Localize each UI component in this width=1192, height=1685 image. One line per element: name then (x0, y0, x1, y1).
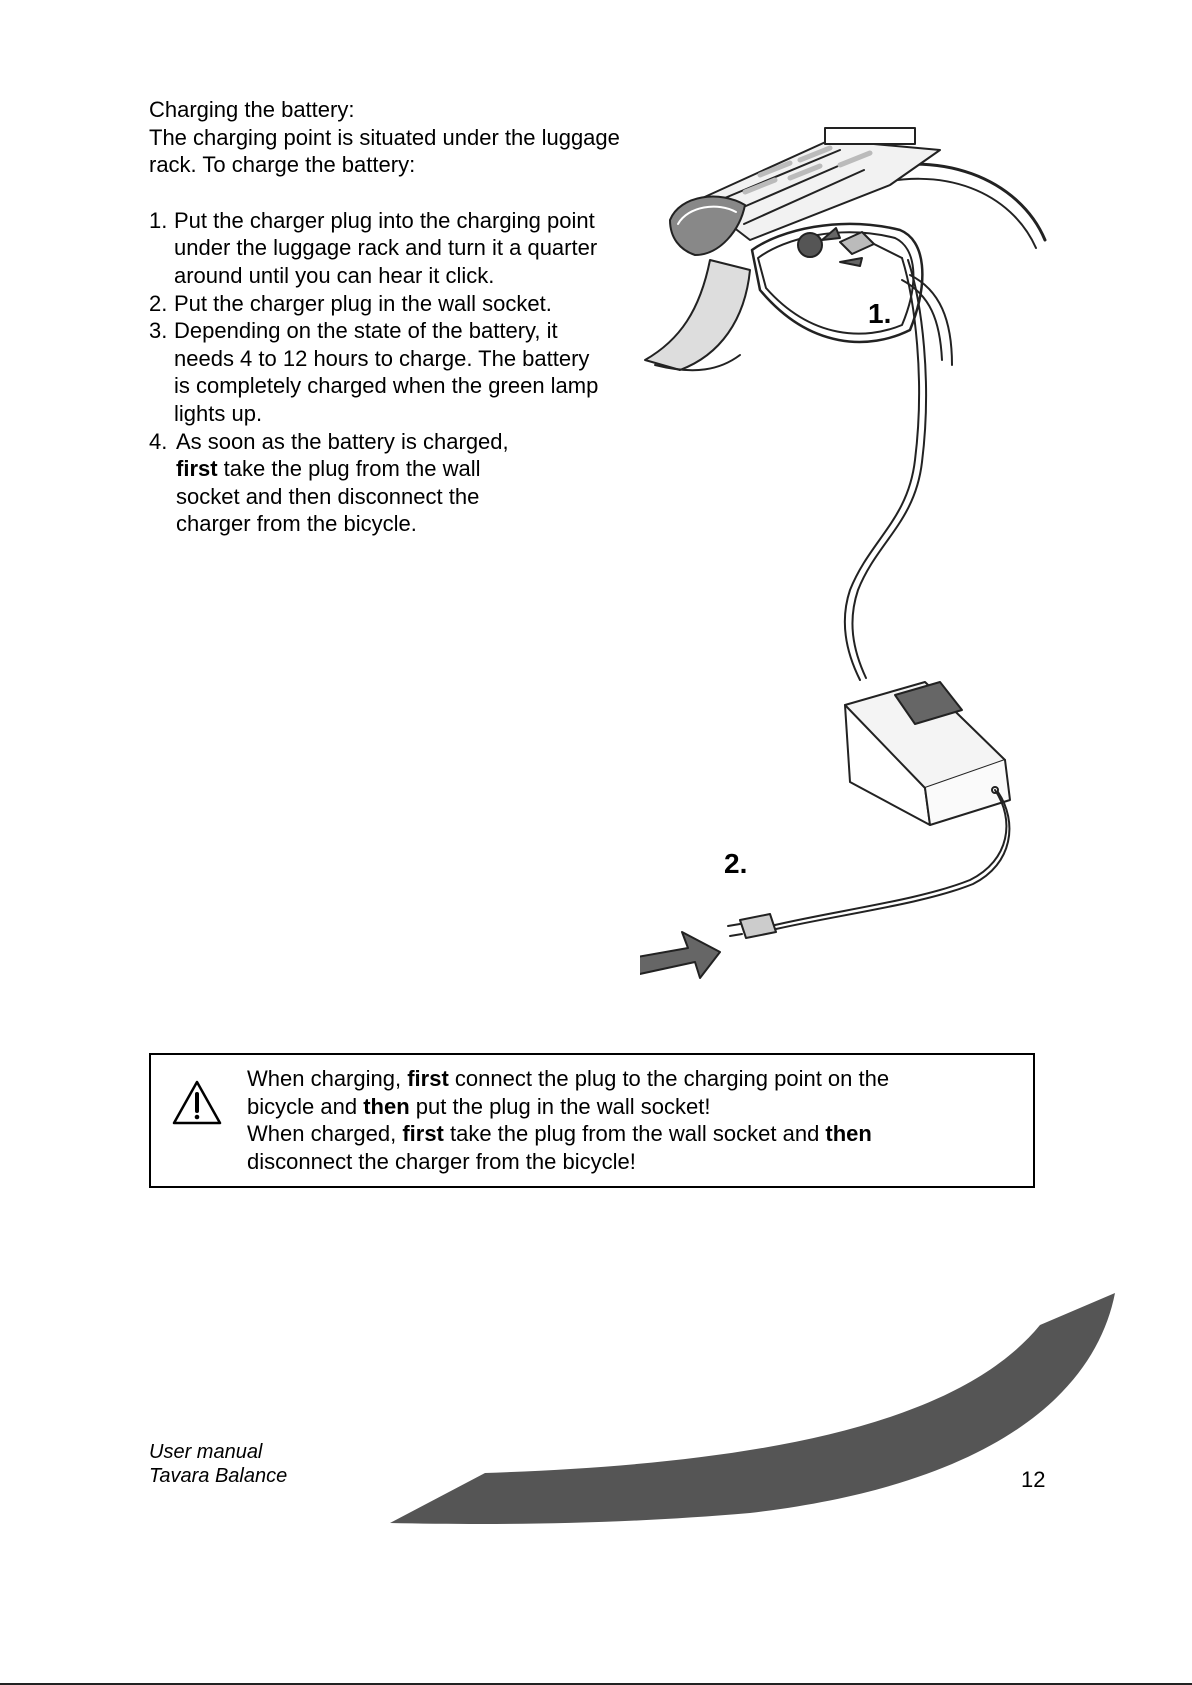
step-text: is completely charged when the green lamp (174, 373, 599, 399)
charging-instructions (149, 96, 689, 538)
intro-line: The charging point is situated under the luggage (149, 124, 620, 150)
footer-manual: User manual (149, 1441, 263, 1463)
step-number: 3. (149, 318, 168, 344)
step-text: charger from the bicycle. (176, 511, 417, 537)
step-text: lights up. (174, 400, 263, 426)
step-text: first take the plug from the wall (176, 456, 481, 482)
step-1 (149, 207, 689, 290)
bicycle-charger-drawing (640, 120, 1060, 1000)
step-text: around until you can hear it click. (174, 262, 495, 288)
intro-line: rack. To charge the battery: (149, 152, 416, 178)
step-number: 1. (149, 207, 168, 233)
footer (149, 1440, 287, 1488)
charging-illustration (640, 120, 1060, 1000)
warning-line: bicycle and then put the plug in the wall socket! (247, 1093, 711, 1119)
step-number: 2. (149, 290, 168, 316)
warning-triangle-icon (171, 1079, 223, 1127)
step-text: socket and then disconnect the (176, 483, 480, 509)
emphasis-first: first (176, 456, 218, 482)
step-4 (149, 428, 689, 538)
step-text: under the luggage rack and turn it a quarter (174, 235, 598, 261)
step-text: needs 4 to 12 hours to charge. The battery (174, 345, 590, 371)
step-number: 4. (149, 428, 168, 454)
section-heading: Charging the battery: (149, 97, 355, 122)
step-text: Depending on the state of the battery, it (174, 318, 558, 344)
step-2 (149, 290, 689, 318)
step-3 (149, 317, 689, 427)
step-text: As soon as the battery is charged, (176, 428, 509, 454)
step-text: Put the charger plug into the charging point (174, 207, 595, 233)
warning-line: When charged, first take the plug from the wall socket and then (247, 1121, 872, 1147)
figure-label-2: 2. (724, 848, 748, 879)
footer-product: Tavara Balance (149, 1465, 288, 1487)
decorative-swoosh (390, 1285, 1130, 1525)
page-number: 12 (1021, 1467, 1046, 1492)
step-text: Put the charger plug in the wall socket. (174, 290, 552, 316)
warning-text (247, 1065, 1027, 1175)
figure-label-1: 1. (868, 298, 892, 329)
warning-line: disconnect the charger from the bicycle! (247, 1148, 636, 1174)
warning-line: When charging, first connect the plug to the charging point on the (247, 1066, 890, 1091)
warning-box (149, 1053, 1035, 1188)
